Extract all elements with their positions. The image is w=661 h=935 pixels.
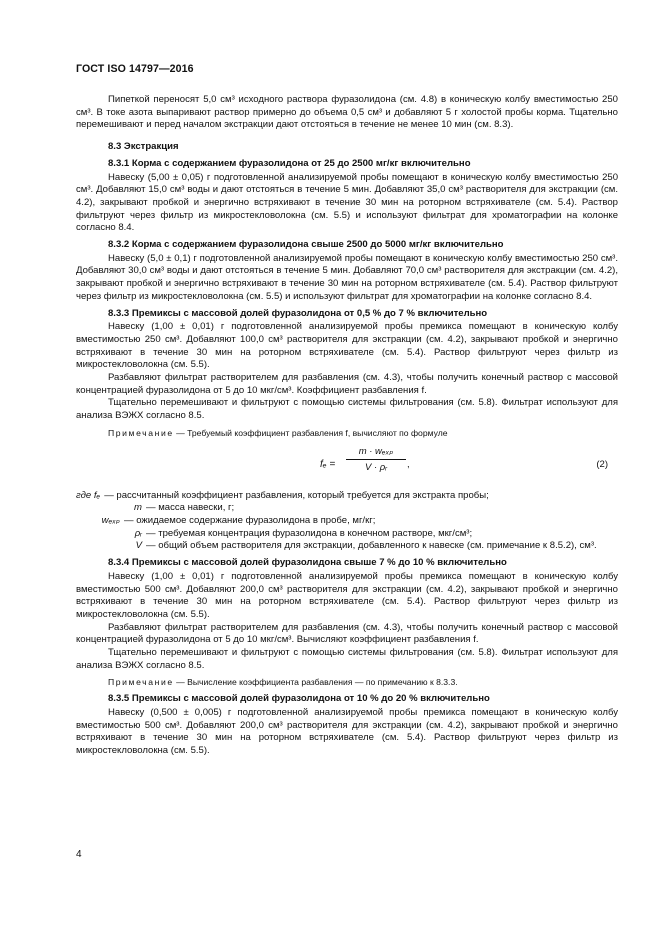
formula-numerator: m · wₑₓₚ <box>346 446 406 461</box>
legend-text: — общий объем растворителя для экстракции, добавленного к навеске (см. примечание к 8.5.2), см³. <box>146 540 597 552</box>
note-1-text: — Требуемый коэффициент разбавления f, вычисляют по формуле <box>173 427 448 438</box>
intro-paragraph: Пипеткой переносят 5,0 см³ исходного раствора фуразолидона (см. 4.8) в коническую колбу вместимостью 250 см³. В токе азота выпаривают раствор примерно до объема 0,5 см³ и добавляют 5 г холостой пробы корма. Тщательно перемешивают и перед началом экстракции дают отстояться в течение не менее 10 мин (см. 8.3). <box>76 94 618 131</box>
formula-legend <box>76 490 618 554</box>
section-8-3-4-para-3: Тщательно перемешивают и фильтруют с помощью системы фильтрования (см. 5.8). Фильтрат используют для анализа ВЭЖХ согласно 8.5. <box>76 647 618 671</box>
legend-row <box>76 490 618 503</box>
formula-2 <box>76 446 618 486</box>
formula-number: (2) <box>596 458 608 470</box>
section-8-3-3-heading: 8.3.3 Премиксы с массовой долей фуразолидона от 0,5 % до 7 % включительно <box>108 307 488 319</box>
note-2-text: — Вычисление коэффициента разбавления — по примечанию к 8.3.3. <box>173 677 458 688</box>
note-2 <box>76 676 618 689</box>
legend-text: — требуемая концентрация фуразолидона в конечном растворе, мкг/см³; <box>146 527 473 539</box>
note-1 <box>76 427 618 440</box>
section-8-3-4-para-2: Разбавляют фильтрат растворителем для разбавления (см. 4.3), чтобы получить конечный раствор с массовой концентрацией фуразолидона от 5 до 10 мкг/см³. Вычисляют коэффициент разбавления f. <box>76 621 618 646</box>
section-8-3-3-para-2: Разбавляют фильтрат растворителем для разбавления (см. 4.3), чтобы получить конечный раствор с массовой концентрацией фуразолидона от 5 до 10 мкг/см³. Коэффициент разбавления f. <box>76 372 618 396</box>
note-2-label: Примечание <box>108 677 174 688</box>
legend-symbol: wₑₓₚ <box>101 514 120 526</box>
section-8-3-2-heading: 8.3.2 Корма с содержанием фуразолидона свыше 2500 до 5000 мг/кг включительно <box>108 239 504 251</box>
formula-fraction <box>346 446 406 475</box>
document-body <box>76 94 618 758</box>
formula-lhs: fₑ = <box>320 458 336 470</box>
legend-row <box>76 540 618 553</box>
legend-row <box>76 502 618 515</box>
section-8-3-4-para-1: Навеску (1,00 ± 0,01) г подготовленной анализируемой пробы премикса помещают в коническую колбу вместимостью 500 см³. Добавляют 200,0 см³ растворителя для экстракции (см. 4.2), закрывают пробкой и энергично встряхивают в течение 30 мин на роторном встряхивателе (см. 5.4). Раствор фильтруют через фильтр из микростекловолокна (см. 5.5). <box>76 570 618 620</box>
formula-denominator: V · ρᵣ <box>364 462 388 474</box>
section-8-3-5-heading: 8.3.5 Премиксы с массовой долей фуразолидона от 10 % до 20 % включительно <box>108 693 490 705</box>
section-8-3-1-heading: 8.3.1 Корма с содержанием фуразолидона от 25 до 2500 мг/кг включительно <box>108 157 471 169</box>
legend-text: — ожидаемое содержание фуразолидона в пробе, мг/кг; <box>124 514 376 526</box>
section-8-3-5-para-1: Навеску (0,500 ± 0,005) г подготовленной анализируемой пробы премикса помещают в коническую колбу вместимостью 500 см³. Добавляют 200,0 см³ растворителя для экстракции (см. 4.2), закрывают пробкой и энергично встряхивают в течение 30 мин на роторном встряхивателе (см. 5.4). Раствор фильтруют через фильтр из микростекловолокна (см. 5.5). <box>76 706 618 756</box>
legend-text: — рассчитанный коэффициент разбавления, который требуется для экстракта пробы; <box>104 489 489 501</box>
section-8-3-1-text: Навеску (5,00 ± 0,05) г подготовленной анализируемой пробы помещают в коническую колбу вместимостью 250 см³. Добавляют 15,0 см³ воды и дают отстояться в течение 5 мин. Добавляют 35,0 см³ растворителя для экстракции (см. 4.2), закрывают пробкой и энергично встряхивают в течение 30 мин на роторном встряхивателе (см. 5.4). Раствор фильтруют через фильтр из микростекловолокна (см. 5.5) и используют фильтрат для хроматографии на колонке согласно 8.4. <box>76 171 618 234</box>
section-8-3-3-para-3: Тщательно перемешивают и фильтруют с помощью системы фильтрования (см. 5.8). Фильтрат используют для анализа ВЭЖХ согласно 8.5. <box>76 397 618 422</box>
legend-symbol: ρᵣ <box>134 527 142 539</box>
document-header: ГОСТ ISO 14797—2016 <box>76 63 194 75</box>
legend-row <box>76 528 618 541</box>
section-8-3-2-text: Навеску (5,0 ± 0,1) г подготовленной анализируемой пробы помещают в коническую колбу вместимостью 250 см³. Добавляют 30,0 см³ воды и дают отстояться в течение 5 мин. Добавляют 70,0 см³ растворителя для экстракции (см. 4.2), закрывают пробкой и энергично встряхивают в течение 30 мин на роторном встряхивателе (см. 5.4). Раствор фильтруют через фильтр из микростекловолокна (см. 5.5) и используют фильтрат для хроматографии на колонке согласно 8.4. <box>76 252 618 302</box>
section-8-3-4-heading: 8.3.4 Премиксы с массовой долей фуразолидона свыше 7 % до 10 % включительно <box>108 557 507 569</box>
note-1-label: Примечание <box>108 427 174 438</box>
section-8-3-3-para-1: Навеску (1,00 ± 0,01) г подготовленной анализируемой пробы премикса помещают в коническую колбу вместимостью 250 см³. Добавляют 100,0 см³ растворителя для экстракции (см. 4.2), закрывают пробкой и энергично встряхивают в течение 30 мин на роторном встряхивателе (см. 5.4). Раствор фильтруют через фильтр из микростекловолокна (см. 5.5). <box>76 321 618 371</box>
legend-symbol: V <box>135 540 142 552</box>
legend-text: — масса навески, г; <box>146 502 235 514</box>
legend-symbol: где fₑ <box>76 489 101 501</box>
legend-row <box>76 515 618 528</box>
formula-tail: , <box>407 458 410 470</box>
section-8-3-heading: 8.3 Экстракция <box>108 141 179 153</box>
page-number: 4 <box>76 849 82 860</box>
legend-symbol: m <box>134 502 142 514</box>
